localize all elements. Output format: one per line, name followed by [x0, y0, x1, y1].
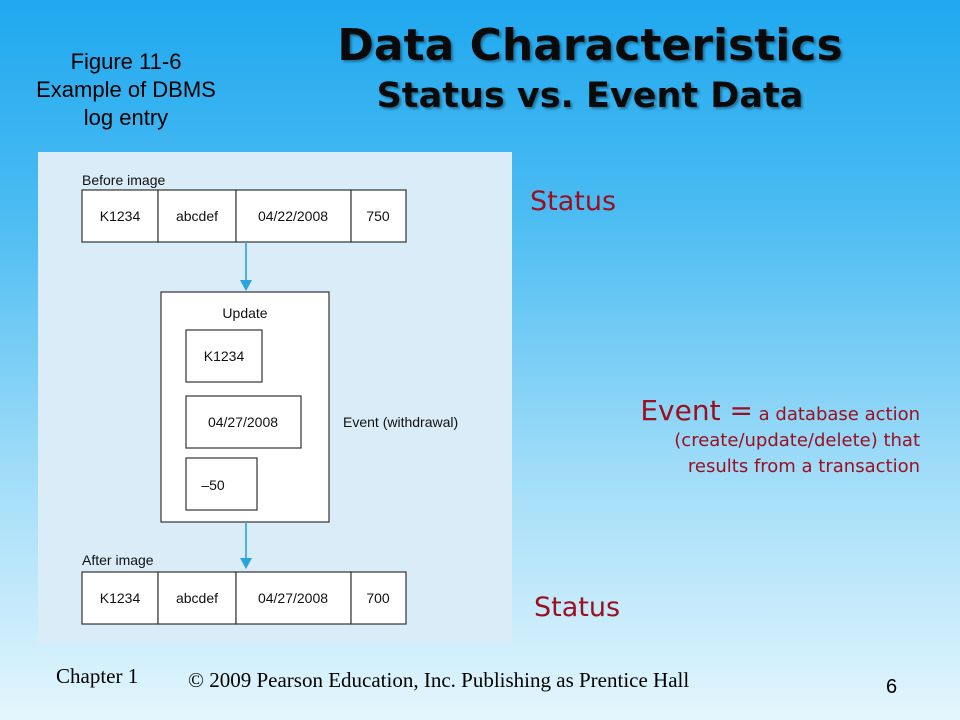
arrow-head-icon: [240, 558, 252, 569]
after-cell-name: abcdef: [175, 590, 219, 606]
update-cell-id: K1234: [203, 348, 245, 364]
event-def-line-3: results from a transaction: [687, 456, 920, 477]
before-cell-id: K1234: [99, 208, 141, 224]
before-cell-date: 04/22/2008: [257, 208, 329, 224]
after-cell-id: K1234: [99, 590, 141, 606]
update-cell-date: 04/27/2008: [207, 414, 279, 430]
after-image-label: After image: [82, 552, 154, 568]
event-def-line-1: a database action: [752, 404, 920, 425]
status-annotation-top: Status: [530, 186, 617, 217]
title-line-1: Data Characteristics: [337, 20, 843, 71]
caption-line-2: Example of DBMS: [36, 77, 216, 102]
log-entry-diagram: [38, 152, 512, 644]
caption-line-3: log entry: [83, 105, 169, 130]
event-def-line-2: (create/update/delete) that: [674, 430, 920, 451]
event-term: Event =: [640, 394, 753, 427]
before-image-label: Before image: [82, 172, 166, 188]
after-cell-amount: 700: [366, 590, 390, 606]
title-line-2: Status vs. Event Data: [376, 76, 804, 116]
footer-chapter: Chapter 1: [56, 664, 139, 688]
before-cell-name: abcdef: [175, 208, 219, 224]
after-cell-date: 04/27/2008: [257, 590, 329, 606]
update-label: Update: [222, 305, 268, 321]
event-definition: [560, 394, 920, 480]
status-annotation-bottom: Status: [534, 592, 621, 623]
footer-copyright: © 2009 Pearson Education, Inc. Publishing as Prentice Hall: [188, 668, 690, 692]
page-number: 6: [886, 676, 898, 698]
figure-caption: [8, 48, 244, 132]
slide-title: [270, 18, 910, 118]
event-withdrawal-label: Event (withdrawal): [343, 414, 459, 430]
caption-line-1: Figure 11-6: [70, 49, 182, 74]
update-cell-amount: –50: [201, 477, 225, 493]
arrow-head-icon: [240, 280, 252, 291]
before-cell-amount: 750: [366, 208, 390, 224]
